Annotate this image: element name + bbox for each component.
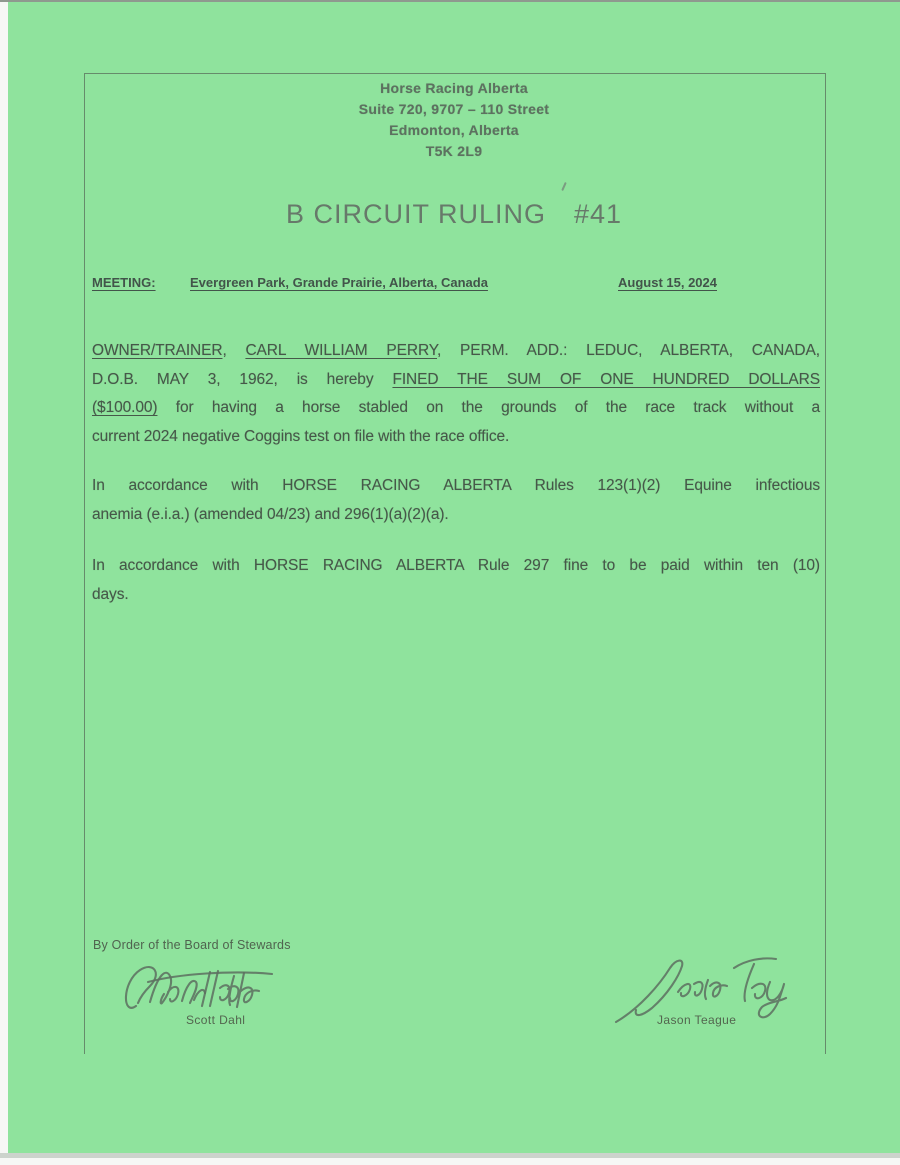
letterhead xyxy=(8,78,900,162)
meeting-date: August 15, 2024 xyxy=(618,275,717,290)
text-segment: D.O.B. MAY 3, 1962, is hereby xyxy=(92,370,393,388)
org-postal-code: T5K 2L9 xyxy=(425,143,483,159)
underlined-text: ($100.00) xyxy=(92,399,158,416)
ruling-paragraph-fine xyxy=(92,337,820,451)
text-line xyxy=(92,423,820,452)
text-segment: current 2024 negative Coggins test on file with the race office. xyxy=(92,427,510,445)
board-order-text: By Order of the Board of Stewards xyxy=(93,938,291,952)
underlined-text: CARL WILLIAM PERRY xyxy=(245,342,438,359)
text-segment: days. xyxy=(92,585,129,603)
ruling-paragraph-rules xyxy=(92,472,820,529)
scan-bottom-edge xyxy=(0,1153,900,1158)
ruling-paragraph-payment xyxy=(92,552,820,609)
text-segment: In accordance with HORSE RACING ALBERTA Rule 297 fine to be paid within ten (10) xyxy=(92,557,820,574)
text-line xyxy=(92,552,820,581)
text-segment: anemia (e.i.a.) (amended 04/23) and 296(1)(a)(2)(a). xyxy=(92,505,449,523)
ruling-number: #41 xyxy=(573,199,623,229)
org-name: Horse Racing Alberta xyxy=(380,80,528,96)
text-segment: for having a horse stabled on the grounds of the race track without a xyxy=(157,399,820,416)
title-text: B CIRCUIT RULING xyxy=(285,199,546,229)
text-line xyxy=(92,472,820,501)
text-line xyxy=(92,501,820,530)
text-segment: , PERM. ADD.: LEDUC, ALBERTA, CANADA, xyxy=(437,342,820,359)
org-address: Suite 720, 9707 – 110 Street xyxy=(358,101,550,117)
text-line xyxy=(92,581,820,610)
jason-teague-name-label: Jason Teague xyxy=(657,1013,737,1027)
underlined-text: OWNER/TRAINER xyxy=(92,342,223,359)
meeting-location: Evergreen Park, Grande Prairie, Alberta, Canada xyxy=(190,275,488,290)
text-segment: In accordance with HORSE RACING ALBERTA Rules 123(1)(2) Equine infectious xyxy=(92,477,820,494)
document-page xyxy=(8,2,900,1153)
underlined-text: FINED THE SUM OF ONE HUNDRED DOLLARS xyxy=(392,370,820,388)
text-line xyxy=(92,366,820,395)
meeting-row xyxy=(8,275,900,297)
document-title xyxy=(8,199,900,230)
text-line xyxy=(92,394,820,423)
scott-dahl-name-label: Scott Dahl xyxy=(186,1013,246,1027)
meeting-label: MEETING: xyxy=(92,275,156,290)
text-segment: , xyxy=(222,342,246,359)
text-line xyxy=(92,337,820,366)
org-city: Edmonton, Alberta xyxy=(389,122,519,138)
